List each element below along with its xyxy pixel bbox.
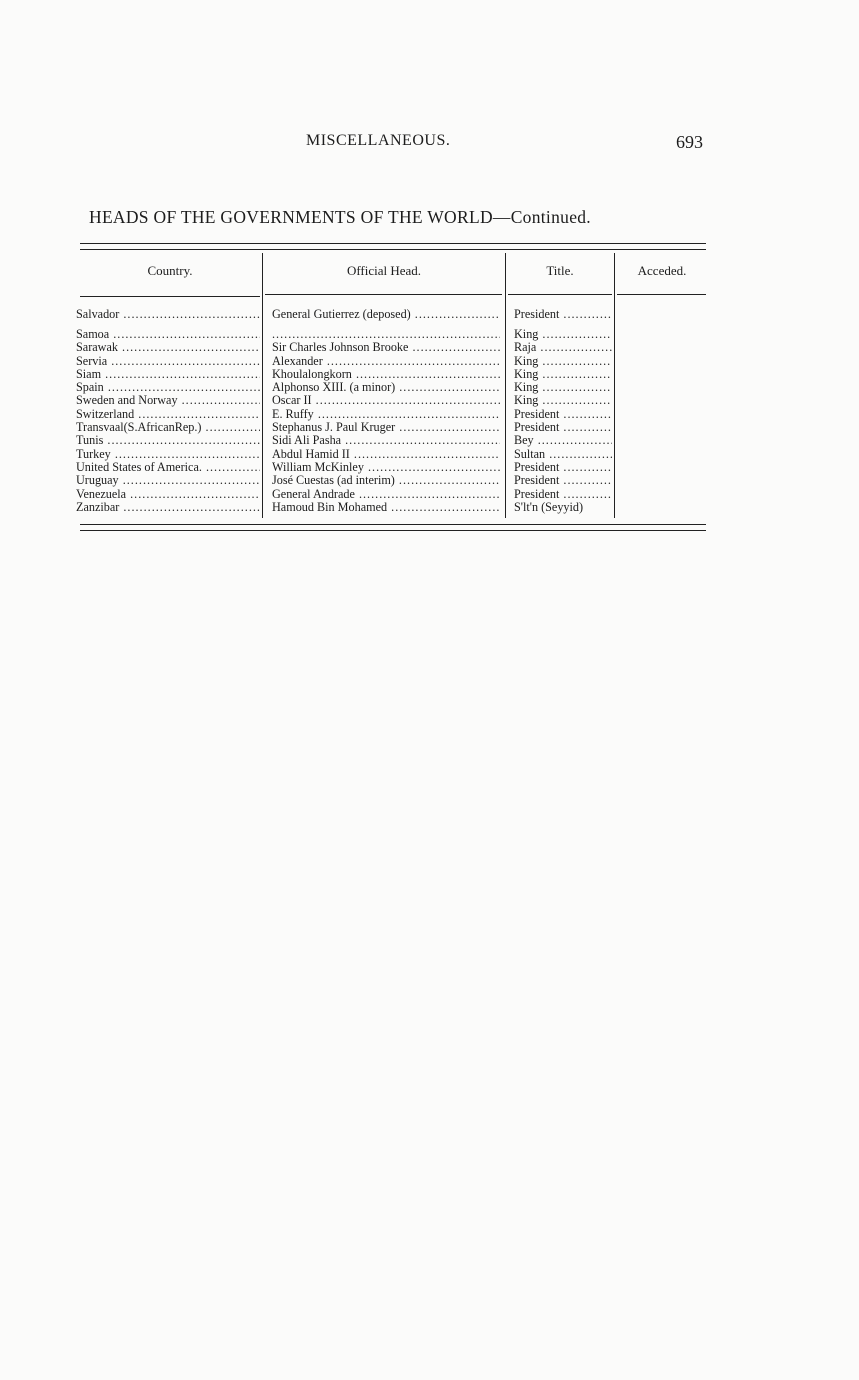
- table-body: [76, 308, 716, 514]
- official-head-cell: Abdul Hamid II .....: [272, 448, 500, 461]
- header-rule: [508, 294, 612, 295]
- official-head-cell: Sidi Ali Pasha .....: [272, 434, 500, 447]
- table-row: [76, 328, 716, 341]
- table-row: [76, 355, 716, 368]
- title-cell: Sultan .....: [514, 448, 612, 461]
- title-cell: King .....: [514, 368, 612, 381]
- country-cell: Sarawak .....: [76, 341, 260, 354]
- official-head-cell: Hamoud Bin Mohamed .....: [272, 501, 500, 514]
- table-row: [76, 308, 716, 328]
- table-row: [76, 394, 716, 407]
- country-cell: Venezuela .....: [76, 488, 260, 501]
- title-cell: S'lt'n (Seyyid): [514, 500, 584, 514]
- title-cell: Bey .....: [514, 434, 612, 447]
- title-cell: President .....: [514, 488, 612, 501]
- title-cell: King .....: [514, 381, 612, 394]
- official-head-cell: Oscar II .....: [272, 394, 500, 407]
- table-row: [76, 488, 716, 501]
- country-cell: Transvaal(S.AfricanRep.) .....: [76, 421, 260, 434]
- table-row: [76, 421, 716, 434]
- official-head-cell: Khoulalongkorn .....: [272, 368, 500, 381]
- table-row: [76, 501, 716, 514]
- country-cell: Uruguay .....: [76, 474, 260, 487]
- column-header-title: Title.: [546, 263, 574, 278]
- official-head-cell: E. Ruffy .....: [272, 408, 500, 421]
- country-cell: Siam .....: [76, 368, 260, 381]
- country-cell: United States of America. .....: [76, 461, 260, 474]
- official-head-cell: Alexander .....: [272, 355, 500, 368]
- official-head-cell: General Gutierrez (deposed) .....: [272, 308, 500, 321]
- country-cell: Spain .....: [76, 381, 260, 394]
- table-row: [76, 341, 716, 354]
- country-cell: Switzerland .....: [76, 408, 260, 421]
- country-cell: Zanzibar .....: [76, 501, 260, 514]
- official-head-cell: José Cuestas (ad interim) .....: [272, 474, 500, 487]
- table-row: [76, 461, 716, 474]
- header-rule: [80, 296, 260, 297]
- table-title: HEADS OF THE GOVERNMENTS OF THE WORLD—Continued.: [89, 207, 591, 227]
- country-cell: Sweden and Norway .....: [76, 394, 260, 407]
- table-row: [76, 368, 716, 381]
- official-head-cell: Stephanus J. Paul Kruger .....: [272, 421, 500, 434]
- official-head-cell: General Andrade .....: [272, 488, 500, 501]
- title-cell: President .....: [514, 421, 612, 434]
- title-cell: King .....: [514, 355, 612, 368]
- title-cell: President .....: [514, 408, 612, 421]
- title-cell: Raja .....: [514, 341, 612, 354]
- official-head-cell: [272, 328, 500, 341]
- title-cell: President .....: [514, 308, 612, 321]
- country-cell: Samoa .....: [76, 328, 260, 341]
- header-rule: [265, 294, 502, 295]
- official-head-cell: Sir Charles Johnson Brooke .....: [272, 341, 500, 354]
- country-cell: Tunis .....: [76, 434, 260, 447]
- country-cell: Servia .....: [76, 355, 260, 368]
- page-number: 693: [676, 132, 703, 152]
- country-cell: Turkey .....: [76, 448, 260, 461]
- bottom-double-rule: [80, 524, 706, 531]
- title-cell: President .....: [514, 474, 612, 487]
- title-cell: King .....: [514, 328, 612, 341]
- table-row: [76, 434, 716, 447]
- table-row: [76, 408, 716, 421]
- table-row: [76, 448, 716, 461]
- running-head: [0, 132, 859, 156]
- header-rule: [617, 294, 706, 295]
- official-head-cell: William McKinley .....: [272, 461, 500, 474]
- column-header-official-head: Official Head.: [346, 263, 422, 278]
- title-cell: King .....: [514, 394, 612, 407]
- column-header-country: Country.: [147, 263, 193, 278]
- official-head-cell: Alphonso XIII. (a minor) .....: [272, 381, 500, 394]
- running-title: MISCELLANEOUS.: [306, 132, 451, 149]
- top-double-rule: [80, 243, 706, 250]
- table-row: [76, 474, 716, 487]
- column-header-acceded: Acceded.: [637, 263, 687, 278]
- title-cell: President .....: [514, 461, 612, 474]
- table-row: [76, 381, 716, 394]
- country-cell: Salvador .....: [76, 308, 260, 321]
